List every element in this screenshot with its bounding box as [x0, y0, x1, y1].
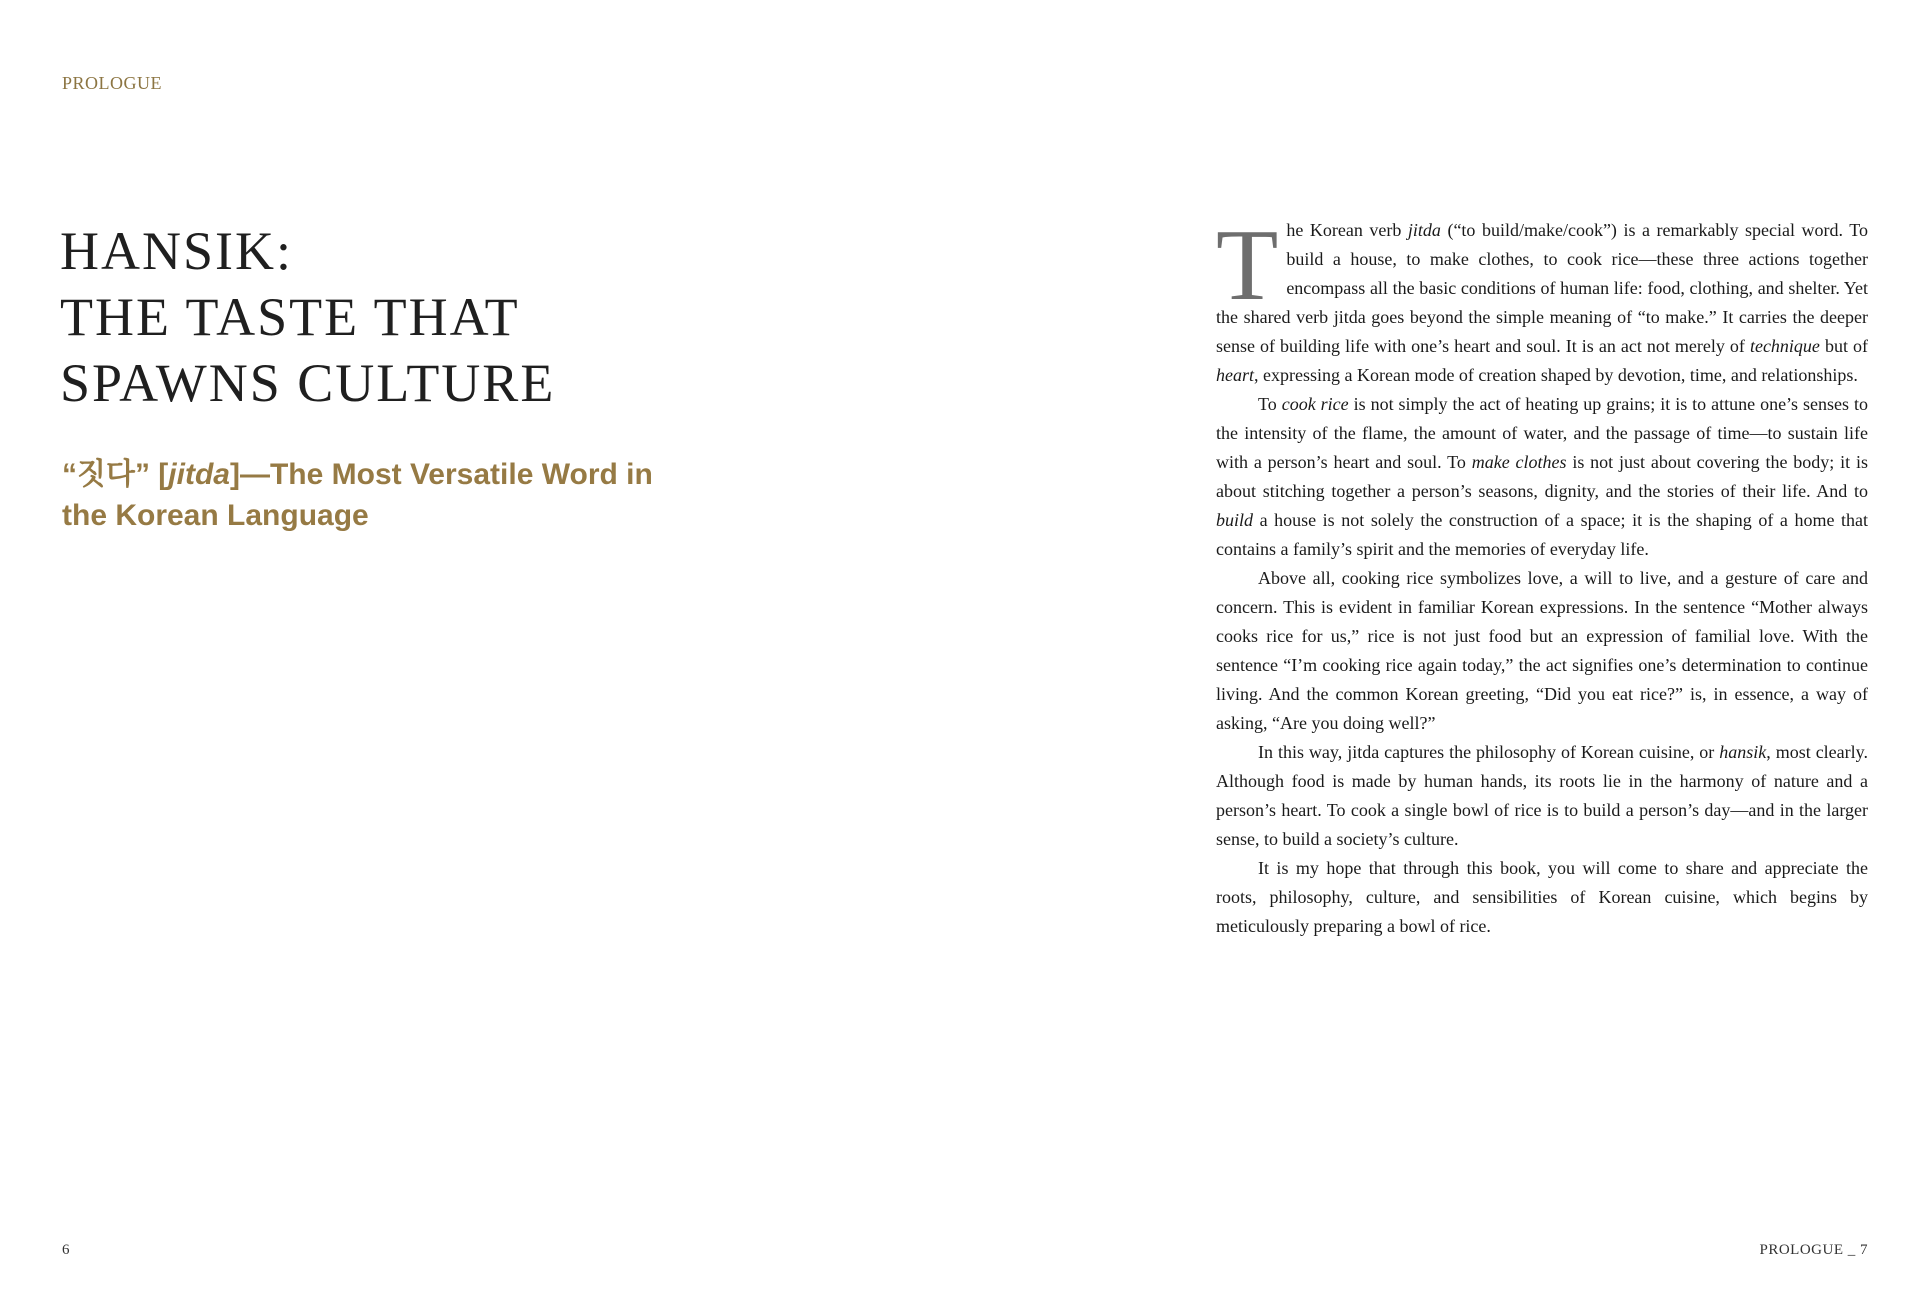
subtitle-italic: jitda — [168, 458, 230, 491]
paragraph-1-text: , expressing a Korean mode of creation shaped by devotion, time, and relationships. — [1254, 365, 1858, 385]
paragraph-1-text: he Korean verb — [1286, 220, 1408, 240]
paragraph-2 — [1216, 390, 1868, 564]
running-head: PROLOGUE — [62, 73, 163, 93]
subtitle-part-1: “짓다” [ — [62, 458, 169, 491]
paragraph-2-text: a house is not solely the construction of a space; it is the shaping of a home that contains a family’s spirit and the memories of everyday life. — [1216, 510, 1868, 559]
paragraph-1-text: (“to build/make/cook”) is a remarkably special word. To build a house, to make clothes, to cook rice—these three actions together encompass all the basic conditions of human life: food, clothing, and shelter. Yet the shared verb jitda goes beyond the simple meaning of “to make.” It carries the deeper sense of building life with one’s heart and soul. It is an act not merely of — [1216, 220, 1868, 356]
chapter-title — [60, 218, 555, 416]
chapter-title-line-1: HANSIK: — [60, 221, 294, 281]
paragraph-1-text: but of — [1819, 336, 1869, 356]
drop-cap: T — [1216, 209, 1279, 322]
paragraph-2-italic: cook rice — [1281, 394, 1349, 414]
paragraph-2-text: is not simply the act of heating up grains; it is to attune one’s senses to the intensity of the flame, the amount of water, and the passage of time—to sustain life with a person’s heart and soul. To — [1216, 394, 1868, 472]
paragraph-3: Above all, cooking rice symbolizes love, a will to live, and a gesture of care and concern. This is evident in familiar Korean expressions. In the sentence “Mother always cooks rice for us,” rice is not just food but an expression of familial love. With the sentence “I’m cooking rice again today,” the act signifies one’s determination to continue living. And the common Korean greeting, “Did you eat rice?” is, in essence, a way of asking, “Are you doing well?” — [1216, 568, 1868, 733]
subtitle-part-2: ]—The Most Versatile Word in the Korean Language — [62, 458, 653, 532]
paragraph-4-text: In this way, jitda captures the philosophy of Korean cuisine, or — [1258, 742, 1720, 762]
paragraph-2-italic: build — [1216, 510, 1254, 530]
paragraph-5: It is my hope that through this book, you will come to share and appreciate the roots, philosophy, culture, and sensibilities of Korean cuisine, which begins by meticulously preparing a bowl of rice. — [1216, 858, 1868, 936]
page-number-left: 6 — [62, 1242, 70, 1258]
paragraph-4-italic: hansik — [1719, 742, 1767, 762]
paragraph-4 — [1216, 738, 1868, 854]
right-page — [960, 0, 1920, 1312]
paragraph-2-text: is not just about covering the body; it is about stitching together a person’s seasons, dignity, and the stories of their life. And to — [1216, 452, 1868, 501]
paragraph-4-text: , most clearly. Although food is made by human hands, its roots lie in the harmony of nature and a person’s heart. To cook a single bowl of rice is to build a person’s day—and in the larger sense, to build a society’s culture. — [1216, 742, 1868, 849]
chapter-title-line-2: THE TASTE THAT — [60, 287, 520, 347]
paragraph-2-text: To — [1258, 394, 1282, 414]
chapter-title-line-3: SPAWNS CULTURE — [60, 353, 556, 413]
paragraph-1 — [1216, 209, 1869, 390]
paragraph-1-italic: heart — [1216, 365, 1254, 385]
chapter-subtitle — [62, 454, 662, 536]
paragraph-1-italic: technique — [1749, 336, 1820, 356]
page-number-right: PROLOGUE _ 7 — [1759, 1242, 1868, 1258]
paragraph-2-italic: make clothes — [1471, 452, 1567, 472]
paragraph-1-italic: jitda — [1407, 220, 1441, 240]
body-text — [1216, 209, 1869, 941]
